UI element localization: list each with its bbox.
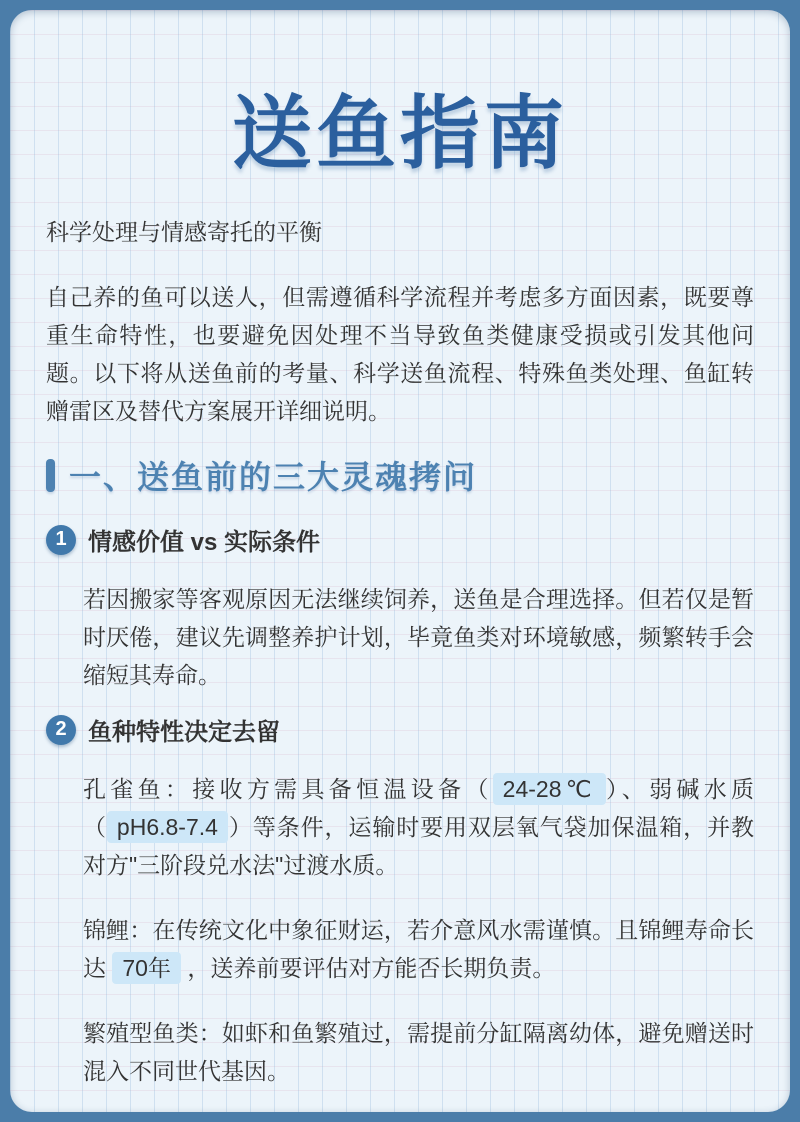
- item-1-number-badge: 1: [46, 525, 76, 555]
- item-1-paragraph-1: [83, 580, 754, 694]
- item-1: [46, 522, 754, 694]
- item-2-header: [46, 712, 754, 747]
- item-2-paragraph-2: [83, 911, 754, 987]
- section-heading: [46, 452, 754, 498]
- text-segment: 锦鲤：在传统文化中象征财运，若介意风水需谨慎。且锦鲤寿命长达: [83, 917, 754, 981]
- highlight-value: pH6.8-7.4: [107, 811, 228, 843]
- item-2: [46, 712, 754, 1090]
- section-heading-bar: [46, 459, 55, 492]
- highlight-value: 24-28℃: [493, 773, 606, 805]
- text-segment: 繁殖型鱼类：如虾和鱼繁殖过，需提前分缸隔离幼体，避免赠送时混入不同世代基因。: [83, 1020, 754, 1084]
- item-2-paragraph-3: [83, 1014, 754, 1090]
- content-card: [10, 10, 790, 1112]
- text-segment: 孔雀鱼：接收方需具备恒温设备（: [83, 776, 493, 802]
- item-2-number-badge: 2: [46, 715, 76, 745]
- item-2-paragraph-1: [83, 770, 754, 884]
- text-segment: 若因搬家等客观原因无法继续饲养，送鱼是合理选择。但若仅是暂时厌倦，建议先调整养护计划，毕竟鱼类对环境敏感，频繁转手会缩短其寿命。: [83, 586, 754, 688]
- item-2-heading: 鱼种特性决定去留: [88, 719, 280, 746]
- intro-paragraph: 自己养的鱼可以送人，但需遵循科学流程并考虑多方面因素，既要尊重生命特性，也要避免因处理不当导致鱼类健康受损或引发其他问题。以下将从送鱼前的考量、科学送鱼流程、特殊鱼类处理、鱼缸转赠雷区及替代方案展开详细说明。: [46, 284, 754, 424]
- item-1-heading: 情感价值 vs 实际条件: [88, 529, 321, 556]
- subtitle: 科学处理与情感寄托的平衡: [46, 219, 322, 245]
- item-1-header: [46, 522, 754, 557]
- highlight-value: 70年: [112, 952, 181, 984]
- text-segment: ，送养前要评估对方能否长期负责。: [180, 955, 556, 981]
- text-segment: ）、弱碱水质（: [83, 776, 755, 840]
- section-heading-text: 一、送鱼前的三大灵魂拷问: [69, 459, 478, 495]
- page-title: 送鱼指南: [232, 89, 568, 178]
- text-segment: ）等条件，运输时要用双层氧气袋加保温箱，并教对方"三阶段兑水法"过渡水质。: [83, 814, 755, 878]
